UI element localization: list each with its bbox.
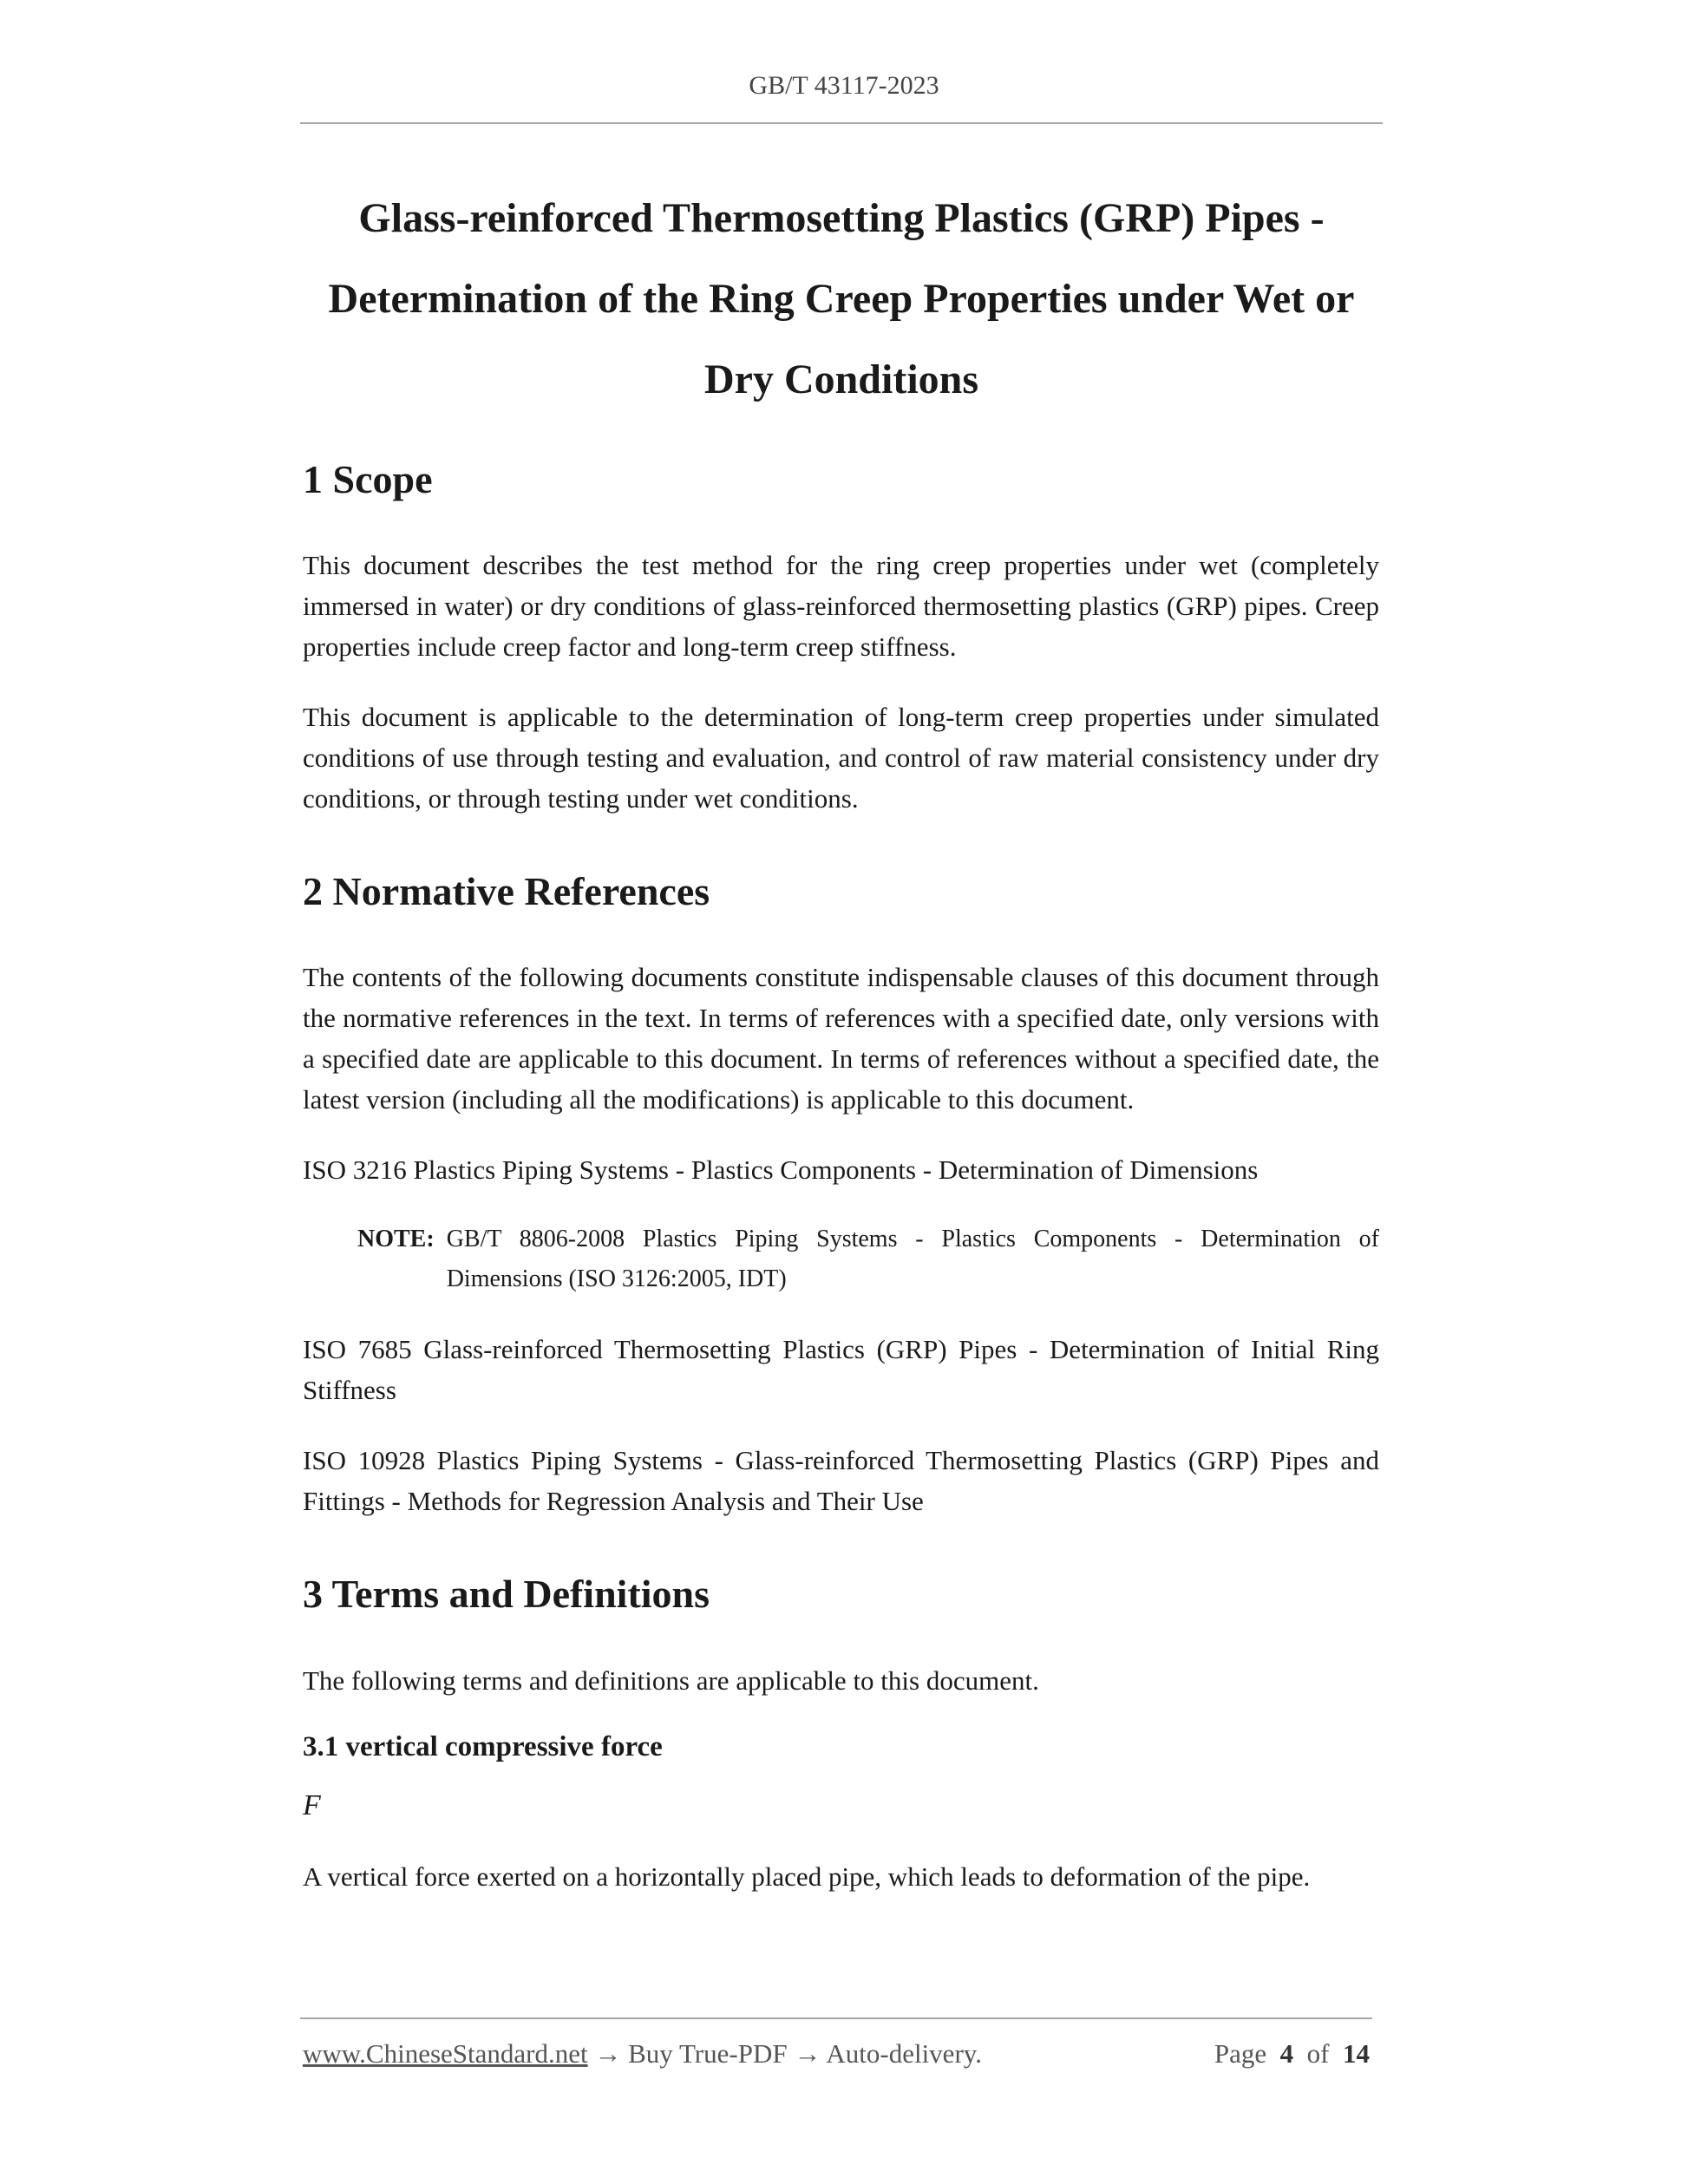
footer-site-link[interactable]: www.ChineseStandard.net	[303, 2038, 588, 2069]
footer	[303, 2038, 1370, 2070]
section-heading-normative-references: 2 Normative References	[303, 869, 710, 914]
document-body	[303, 455, 1379, 1897]
page-indicator	[1214, 2038, 1370, 2070]
note-label: NOTE:	[357, 1226, 435, 1253]
scope-paragraph-2: This document is applicable to the determination of long-term creep properties under simulated conditions of use through testing and evaluation, and control of raw material consistency under dry conditions, or through testing under wet conditions.	[303, 702, 1379, 814]
title-line-2: Determination of the Ring Creep Properties under Wet or	[328, 276, 1355, 322]
section-heading-scope: 1 Scope	[303, 457, 433, 501]
reference-iso-3216: ISO 3216 Plastics Piping Systems - Plastics Components - Determination of Dimensions	[303, 1154, 1259, 1186]
document-title	[300, 178, 1383, 420]
header-doc-code: GB/T 43117-2023	[749, 71, 939, 100]
title-line-1: Glass-reinforced Thermosetting Plastics (GRP) Pipes -	[358, 195, 1325, 241]
reference-iso-10928: ISO 10928 Plastics Piping Systems - Glass-reinforced Thermosetting Plastics (GRP) Pipes and Fittings - Methods for Regression Analysis and Their Use	[303, 1445, 1379, 1517]
title-line-3: Dry Conditions	[703, 356, 979, 402]
note-text: GB/T 8806-2008 Plastics Piping Systems - Plastics Components - Determination of Dimensions (ISO 3126:2005, IDT)	[446, 1226, 1379, 1293]
page-total: 14	[1343, 2038, 1370, 2069]
section-heading-terms: 3 Terms and Definitions	[303, 1572, 710, 1617]
footer-divider	[300, 2017, 1372, 2019]
normative-intro: The contents of the following documents constitute indispensable clauses of this document through the normative references in the text. In terms of references with a specified date, only versions with a specified date are applicable to this document. In terms of references without a specified date, the latest version (including all the modifications) is applicable to this document.	[303, 962, 1379, 1115]
footer-promo-group	[303, 2038, 982, 2070]
note-block	[357, 1220, 1379, 1299]
page-label: Page	[1214, 2038, 1267, 2069]
term-heading-3-1: 3.1 vertical compressive force	[303, 1730, 663, 1762]
terms-intro: The following terms and definitions are applicable to this document.	[303, 1664, 1039, 1696]
reference-iso-7685: ISO 7685 Glass-reinforced Thermosetting Plastics (GRP) Pipes - Determination of Initial Ring Stiffness	[303, 1334, 1379, 1406]
term-symbol: F	[303, 1789, 321, 1822]
header-divider	[300, 122, 1383, 124]
term-definition: A vertical force exerted on a horizontally placed pipe, which leads to deformation of the pipe.	[303, 1860, 1311, 1892]
scope-paragraph-1: This document describes the test method for the ring creep properties under wet (completely immersed in water) or dry conditions of glass-reinforced thermosetting plastics (GRP) pipes. Creep properties include creep factor and long-term creep stiffness.	[303, 550, 1379, 663]
page-of-label: of	[1306, 2038, 1330, 2069]
page-current: 4	[1279, 2038, 1294, 2069]
footer-promo-text: → Buy True-PDF → Auto-delivery.	[587, 2038, 982, 2069]
